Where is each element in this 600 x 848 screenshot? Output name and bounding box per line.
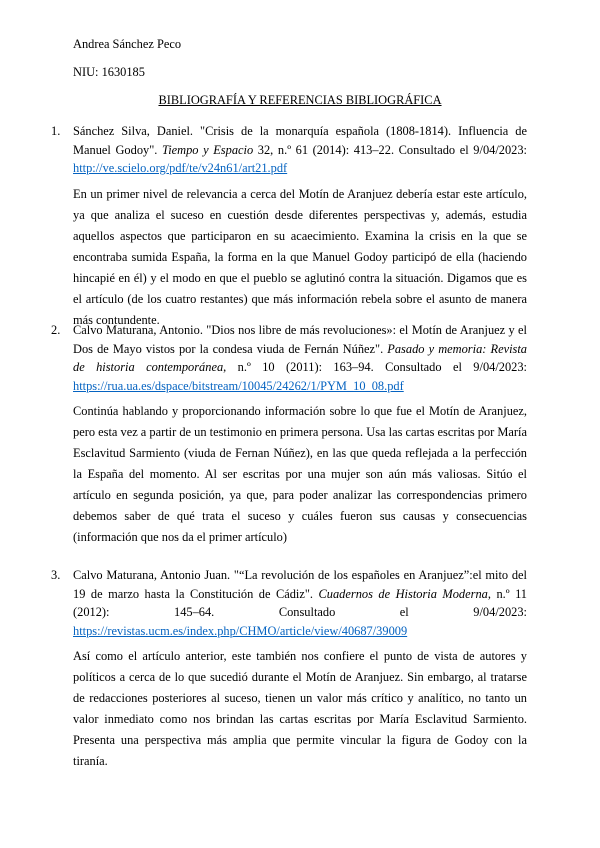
citation-link[interactable]: https://revistas.ucm.es/index.php/CHMO/article/view/40687/39009 [73,623,408,638]
entry-comment: Así como el artículo anterior, este también nos confiere el punto de vista de autores y políticos a cerca de lo que sucedió durante el Motín de Aranjuez. Sin embargo, al tratarse de redacciones posteriores al suceso, tienen un valor más crítico y analítico, no tanto un valor inmediato como nos brindan las cartas escritas por María Esclavitud Sarmiento. Presenta una perspectiva más amplia que permite vincular la figura de Godoy con la tiranía. [73,649,527,768]
page-title: BIBLIOGRAFÍA Y REFERENCIAS BIBLIOGRÁFICA [158,93,442,107]
citation-journal: Cuadernos de Historia Moderna [318,586,488,601]
author-name: Andrea Sánchez Peco [73,37,182,51]
citation-text: Calvo Maturana, Antonio Juan. "“La revolución de los españoles en Aranjuez”:el mito del 19 de marzo hasta la Constitución de Cádiz". [73,568,527,601]
citation-details: , n.º 11 (2012): 145–64. Consultado el 9/04/2023: [73,586,528,619]
entry-number: 2. [51,323,61,337]
citation-journal: Tiempo y Espacio [162,142,254,157]
entry-citation [73,122,527,178]
citation-details: , n.º 10 (2011): 163–94. Consultado el 9/04/2023: [223,360,527,374]
citation-details: 32, n.º 61 (2014): 413–22. Consultado el 9/04/2023: [253,142,527,157]
entry-citation [73,566,527,640]
bibliography-entry-1 [51,122,527,331]
entry-comment: Continúa hablando y proporcionando información sobre lo que fue el Motín de Aranjuez, pero esta vez a partir de un testimonio en primera persona. Usa las cartas escritas por María Esclavitud Sarmiento (viuda de Fernan Núñez), en las que queda reflejada a la perfección la España del momento. Al ser escritas por una mujer son aún más valiosas. Sitúo el artículo en segunda posición, ya que, para poder analizar las correspondencias primero debemos saber de qué trata el suceso y cuáles fueron sus causas y consecuencias (información que nos da el primer artículo) [73,404,527,544]
bibliography-entry-2 [51,321,527,548]
entry-citation [73,321,527,395]
entry-number: 3. [51,568,61,582]
citation-text: Calvo Maturana, Antonio. "Dios nos libre de más revoluciones»: el Motín de Aranjuez y el Dos de Mayo vistos por la condesa viuda de Fernán Núñez". [73,323,527,356]
citation-link[interactable]: http://ve.scielo.org/pdf/te/v24n61/art21.pdf [73,161,288,175]
citation-link[interactable]: https://rua.ua.es/dspace/bitstream/10045/24262/1/PYM_10_08.pdf [73,378,404,393]
citation-journal: Pasado y memoria: Revista de historia contemporánea [73,341,527,374]
bibliography-entry-3 [51,566,528,772]
entry-comment: En un primer nivel de relevancia a cerca del Motín de Aranjuez debería estar este artículo, ya que analiza el suceso en cuestión desde diferentes perspectivas y, además, estudia aquellos aspectos que participaron en su acaecimiento. Examina la crisis en la que se encontraba sumida España, la forma en la que Manuel Godoy participó de ella (haciendo hincapié en él) y el modo en que el pueblo se aglutinó contra la situación. Digamos que es el artículo (de los cuatro restantes) que más información rebela sobre el asunto de manera más contundente. [73,186,527,327]
student-id: NIU: 1630185 [73,65,145,79]
entry-number: 1. [51,124,61,138]
citation-text: Sánchez Silva, Daniel. "Crisis de la monarquía española (1808-1814). Influencia de Manuel Godoy". [73,124,527,157]
